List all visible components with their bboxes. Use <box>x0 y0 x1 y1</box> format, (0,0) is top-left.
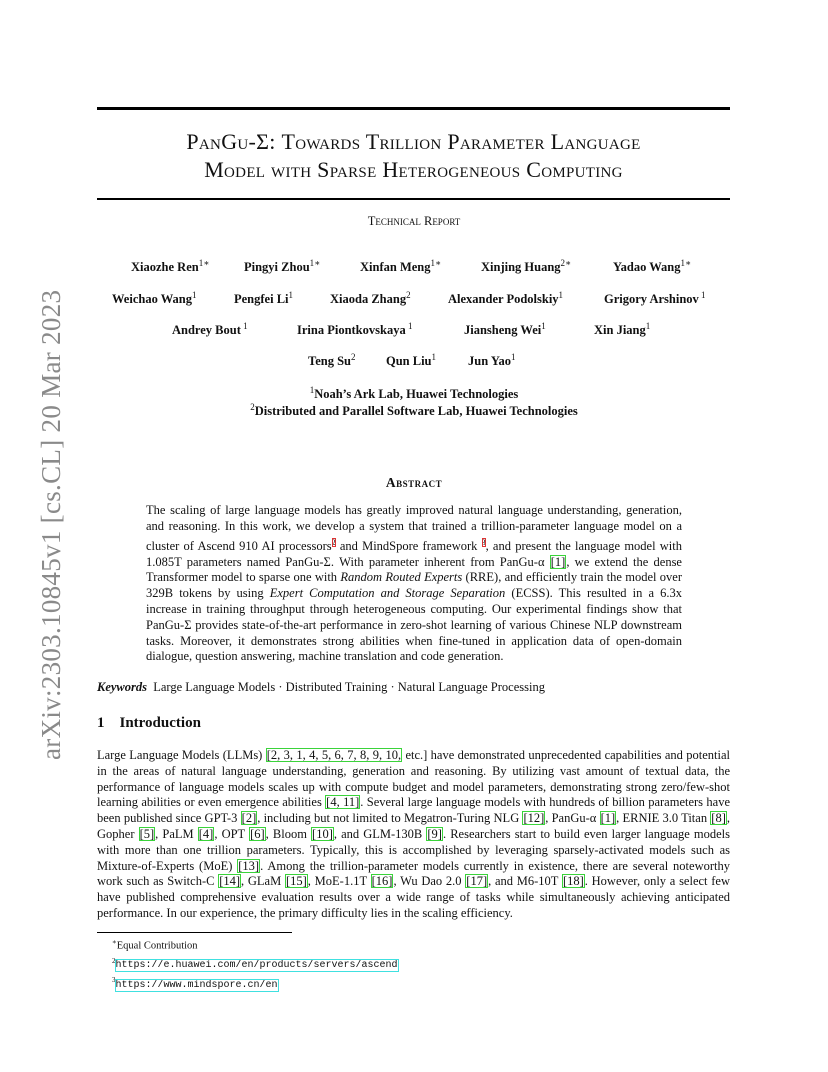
author: Xiaoda Zhang$^2$ <box>330 290 411 307</box>
title-line-2: Model with Sparse Heterogeneous Computing <box>204 157 623 182</box>
footnote-url-link[interactable]: https://www.mindspore.cn/en <box>115 979 278 991</box>
citation-link[interactable]: [9] <box>427 826 442 841</box>
citation-link[interactable]: [15] <box>285 874 307 889</box>
citation-link[interactable]: [10] <box>312 826 333 841</box>
citation-link[interactable]: [12] <box>523 811 545 826</box>
footnote: $^3$https://www.mindspore.cn/en <box>112 976 278 991</box>
citation-link[interactable]: [6] <box>250 826 265 841</box>
author: Qun Liu$^1$ <box>386 352 437 369</box>
affiliation: $^1$Noah’s Ark Lab, Huawei Technologies <box>309 385 519 402</box>
title-bottom-rule <box>97 198 730 200</box>
author: Jiansheng Wei$^1$ <box>464 321 546 338</box>
author: Irina Piontkovskaya $^1$ <box>297 321 413 338</box>
footnote: $^2$https://e.huawei.com/en/products/servers/ascend <box>112 956 398 971</box>
author: Alexander Podolskiy$^1$ <box>448 290 564 307</box>
keywords <box>97 680 545 695</box>
section-heading: 1 Introduction <box>97 715 201 731</box>
arxiv-identifier: arXiv:2303.10845v1 [cs.CL] 20 Mar 2023 <box>36 289 66 760</box>
author: Andrey Bout $^1$ <box>172 321 248 338</box>
citation-link[interactable]: [1] <box>550 554 566 569</box>
author: Teng Su$^2$ <box>308 352 356 369</box>
intro-paragraph: Large Language Models (LLMs) [2, 3, 1, 4, 5, 6, 7, 8, 9, 10, etc.] have demonstrated unprecedented capabilities and potential in the areas of natural language understanding, generation and reasoning. By utilizing vast amount of textual data, the performance of language models scales up with compute budget and model parameters, demonstrating strong zero/few-shot learning abilities or even emergence abilities [4, 11]. Several large language models with hundreds of billion parameters have been published since GPT-3 [2], including but not limited to Megatron-Turing NLG [12], PanGu-α [1], ERNIE 3.0 Titan [8], Gopher [5], PaLM [4], OPT [6], Bloom [10], and GLM-130B [9]. Researchers start to build even larger language models with more than one trillion parameters. Typically, this is accomplished by leveraging sparsely-activated models such as Mixture-of-Experts (MoE) [13]. Among the trillion-parameter models currently in existence, there are several noteworthy work such as Switch-C [14], GLaM [15], MoE-1.1T [16], Wu Dao 2.0 [17], and M6-10T [18]. However, only a select few have published comprehensive evaluation results over a wide range of tasks while simultaneously achieving anticipated performance. In our experience, the primary difficulty lies in the scaling efficiency. <box>97 748 731 920</box>
author: Pengfei Li$^1$ <box>234 290 294 307</box>
author: Yadao Wang$^{1∗}$ <box>613 258 692 275</box>
citation-link[interactable]: [14] <box>219 874 241 889</box>
footnote-rule <box>97 932 292 933</box>
author: Xinjing Huang$^{2∗}$ <box>481 258 572 275</box>
author: Weichao Wang$^1$ <box>112 290 197 307</box>
author: Jun Yao$^1$ <box>468 352 516 369</box>
author: Xiaozhe Ren$^{1∗}$ <box>131 258 210 275</box>
paper-title <box>97 128 730 184</box>
citation-link[interactable]: [1] <box>600 811 616 826</box>
citation-link[interactable]: [18] <box>562 874 584 889</box>
citation-link[interactable]: [16] <box>371 874 393 889</box>
citation-link[interactable]: [13] <box>238 858 260 873</box>
citation-link[interactable]: [2] <box>241 811 257 826</box>
citation-link[interactable]: [4] <box>198 826 214 841</box>
citation-link[interactable]: [2, 3, 1, 4, 5, 6, 7, 8, 9, 10, <box>266 748 402 762</box>
abstract-heading: Abstract <box>385 475 443 490</box>
author: Pingyi Zhou$^{1∗}$ <box>244 258 321 275</box>
abstract-text: The scaling of large language models has greatly improved natural language understanding, generation, and reasoning. In this work, we develop a system that trained a trillion-parameter language model on a cluster of Ascend 910 AI processors$^2$ and MindSpore framework $^3$, and present the language model with 1.085T parameters named PanGu-Σ. With parameter inherent from PanGu-α [1], we extend the dense Transformer model to sparse one with Random Routed Experts (RRE), and efficiently train the model over 329B tokens by using Expert Computation and Storage Separation (ECSS). This resulted in a 6.3x increase in training throughput through heterogeneous computing. Our experimental findings show that PanGu-Σ provides state-of-the-art performance in zero-shot learning of various Chinese NLP downstream tasks. Moreover, it demonstrates strong abilities when fine-tuned in application data of open-domain dialogue, question answering, machine translation and code generation. <box>146 503 682 664</box>
affiliation: $^2$Distributed and Parallel Software Lab, Huawei Technologies <box>250 402 578 419</box>
title-line-1: PanGu-Σ: Towards Trillion Parameter Language <box>186 129 641 154</box>
citation-link[interactable]: [8] <box>711 811 726 826</box>
keywords-label: Keywords <box>97 680 147 694</box>
citation-link[interactable]: [4, 11] <box>326 795 360 810</box>
footnote: ∗Equal Contribution <box>112 938 198 952</box>
citation-link[interactable]: [17] <box>466 874 488 889</box>
author: Xin Jiang$^1$ <box>594 321 651 338</box>
author: Grigory Arshinov $^1$ <box>604 290 706 307</box>
footnote-url-link[interactable]: https://e.huawei.com/en/products/servers/ascend <box>115 960 398 971</box>
report-type: Technical Report <box>367 214 461 228</box>
title-top-rule <box>97 107 730 110</box>
author: Xinfan Meng$^{1∗}$ <box>360 258 442 275</box>
citation-link[interactable]: [5] <box>139 826 155 841</box>
footnotes <box>112 935 398 993</box>
footnote-link[interactable]: 3 <box>481 537 486 547</box>
footnote-link[interactable]: 2 <box>331 537 336 547</box>
keywords-list: Large Language Models · Distributed Training · Natural Language Processing <box>153 680 545 694</box>
